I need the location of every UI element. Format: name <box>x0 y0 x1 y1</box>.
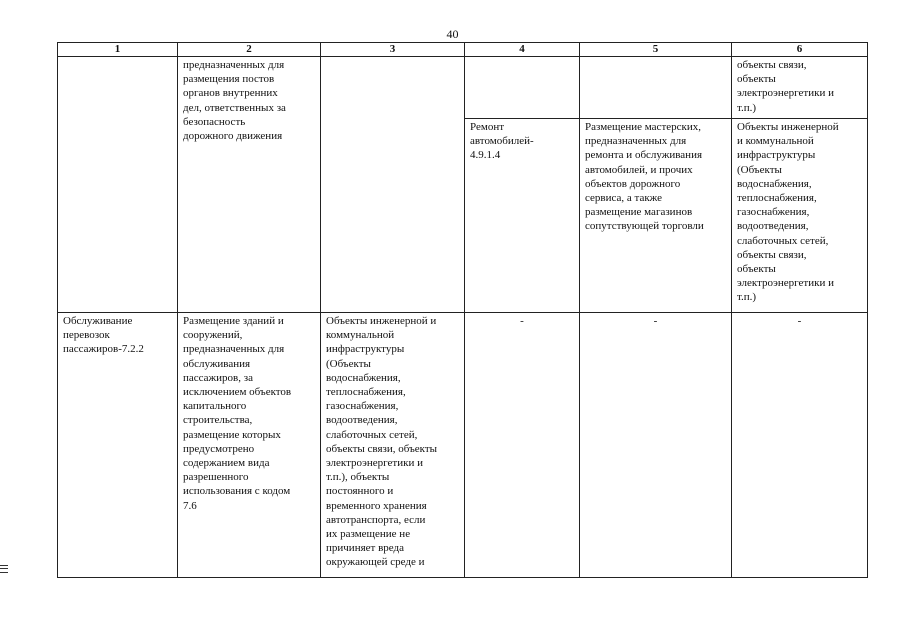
header-row <box>58 43 868 57</box>
table-row <box>58 57 868 119</box>
table-row <box>58 313 868 578</box>
cell-row2-col2: Размещение зданий и сооружений, предназначенных для обслуживания пассажиров, за исключением объектов капитального строительства, размещение которых предусмотрено содержанием вида разрешенного использования с кодом 7.6 <box>178 313 321 578</box>
header-col-2: 2 <box>178 43 321 57</box>
header-col-6: 6 <box>732 43 868 57</box>
cell-row2-col1: Обслуживание перевозок пассажиров-7.2.2 <box>58 313 178 578</box>
cell-row1-col6-top: объекты связи, объекты электроэнергетики и т.п.) <box>732 57 868 119</box>
cell-row1-col3 <box>321 57 465 313</box>
cell-row2-col6: - <box>732 313 868 578</box>
cell-row2-col3: Объекты инженерной и коммунальной инфраструктуры (Объекты водоснабжения, теплоснабжения, газоснабжения, водоотведения, слаботочных сетей, объекты связи, объекты электроэнергетики и т.п.), объекты постоянного и временного хранения автотранспорта, если их размещение не причиняет вреда окружающей среде и <box>321 313 465 578</box>
cell-row1-col2: предназначенных для размещения постов органов внутренних дел, ответственных за безопасность дорожного движения <box>178 57 321 313</box>
header-col-1: 1 <box>58 43 178 57</box>
header-col-4: 4 <box>465 43 580 57</box>
cell-row1-col5-bottom: Размещение мастерских, предназначенных для ремонта и обслуживания автомобилей, и прочих объектов дорожного сервиса, а также размещение магазинов сопутствующей торговли <box>580 119 732 313</box>
zoning-table <box>57 42 868 578</box>
header-col-5: 5 <box>580 43 732 57</box>
cell-row1-col4-bottom: Ремонт автомобилей- 4.9.1.4 <box>465 119 580 313</box>
page-number: 40 <box>446 27 459 41</box>
cell-row1-col5-top <box>580 57 732 119</box>
header-col-3: 3 <box>321 43 465 57</box>
cell-row2-col5: - <box>580 313 732 578</box>
cell-row2-col4: - <box>465 313 580 578</box>
cell-row1-col1 <box>58 57 178 313</box>
cell-row1-col4-top <box>465 57 580 119</box>
cell-row1-col6-bottom: Объекты инженерной и коммунальной инфраструктуры (Объекты водоснабжения, теплоснабжения, газоснабжения, водоотведения, слаботочных сетей, объекты связи, объекты электроэнергетики и т.п.) <box>732 119 868 313</box>
scan-edge-mark <box>0 565 8 573</box>
